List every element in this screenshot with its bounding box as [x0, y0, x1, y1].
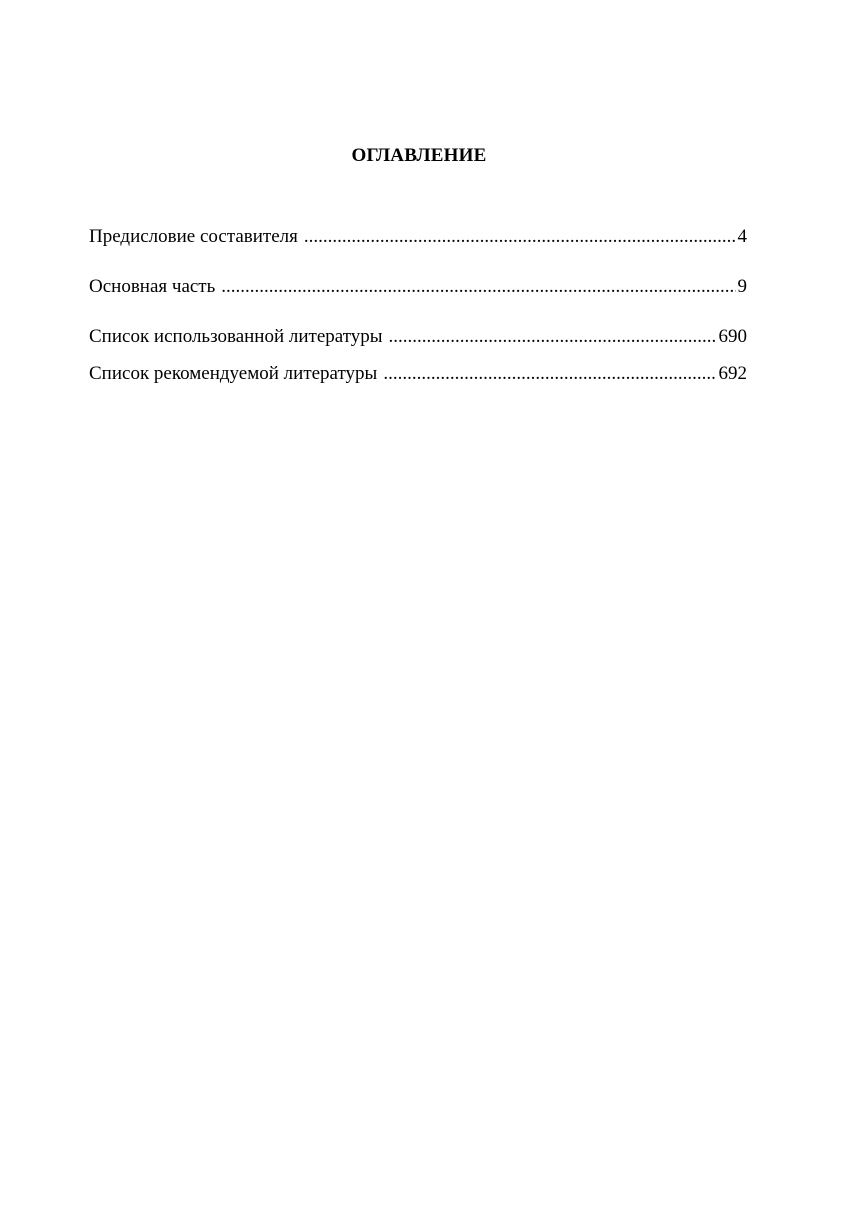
toc-title: ОГЛАВЛЕНИЕ: [351, 145, 487, 166]
toc-dot-leader: [389, 324, 717, 350]
toc-dot-leader: [304, 224, 736, 250]
toc-entry-page-number: 692: [718, 363, 747, 384]
toc-dot-leader: [221, 274, 735, 300]
toc-entry-references-used[interactable]: [89, 324, 747, 350]
toc-entry-label: Список использованной литературы: [89, 326, 383, 347]
toc-entry-label: Предисловие составителя: [89, 226, 298, 247]
toc-dot-leader: [383, 361, 716, 387]
toc-entry-preface[interactable]: [89, 224, 747, 250]
toc-entry-label: Основная часть: [89, 276, 216, 297]
toc-entry-recommended-reading[interactable]: [89, 361, 747, 387]
table-of-contents: [89, 224, 747, 387]
toc-entry-page-number: 690: [718, 326, 747, 347]
toc-entry-page-number: 9: [737, 276, 747, 297]
toc-entry-page-number: 4: [737, 226, 747, 247]
toc-entry-label: Список рекомендуемой литературы: [89, 363, 378, 384]
toc-entry-main-part[interactable]: [89, 274, 747, 300]
